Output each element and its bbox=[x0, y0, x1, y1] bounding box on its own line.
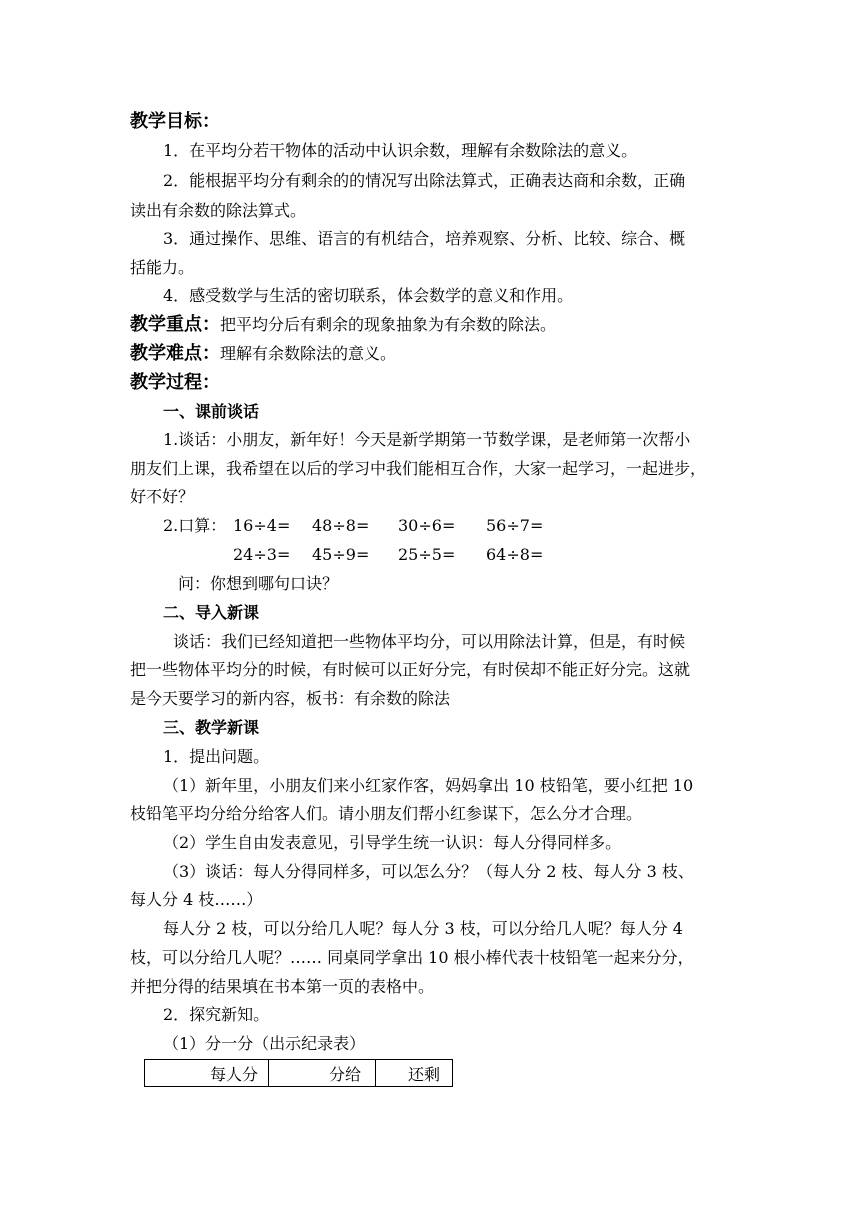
objective-4: 4．感受数学与生活的密切联系，体会数学的意义和作用。 bbox=[163, 286, 574, 305]
para-2: （2）学生自由发表意见，引导学生统一认识：每人分得同样多。 bbox=[163, 833, 622, 852]
para-4-line-3: 并把分得的结果填在书本第一页的表格中。 bbox=[130, 977, 435, 996]
oral-calc-item: 24÷3= bbox=[233, 545, 291, 564]
talk-line-3: 好不好？ bbox=[130, 487, 195, 506]
difficulty bbox=[130, 343, 396, 365]
oral-calc-item: 48÷8= bbox=[312, 516, 370, 535]
key-point-label: 教学重点： bbox=[130, 314, 220, 335]
step-1: 1．提出问题。 bbox=[163, 747, 270, 766]
para-1-line-2: 枝铅笔平均分给分给客人们。请小朋友们帮小红参谋下，怎么分才合理。 bbox=[130, 804, 643, 823]
section-3-title: 三、教学新课 bbox=[163, 718, 260, 737]
oral-calc-item: 16÷4= bbox=[233, 516, 291, 535]
difficulty-text: 理解有余数除法的意义。 bbox=[220, 344, 397, 363]
talk-line-1: 1.谈话：小朋友，新年好！今天是新学期第一节数学课，是老师第一次帮小 bbox=[163, 430, 691, 449]
oral-calc-item: 45÷9= bbox=[312, 545, 370, 564]
question: 问：你想到哪句口诀？ bbox=[178, 574, 339, 593]
step-2: 2．探究新知。 bbox=[163, 1005, 270, 1024]
section-2-title: 二、导入新课 bbox=[163, 603, 260, 622]
table-header-cell: 每人分 bbox=[145, 1060, 269, 1087]
intro-line-3: 是今天要学习的新内容，板书：有余数的除法 bbox=[130, 689, 451, 708]
difficulty-label: 教学难点： bbox=[130, 343, 220, 364]
oral-calc-item: 25÷5= bbox=[398, 545, 456, 564]
oral-calc-item: 30÷6= bbox=[398, 516, 456, 535]
table-header-cell: 分给 bbox=[269, 1060, 376, 1087]
sub-step-1: （1）分一分（出示纪录表） bbox=[163, 1034, 366, 1053]
objective-2: 2．能根据平均分有剩余的的情况写出除法算式，正确表达商和余数，正确 bbox=[163, 171, 686, 190]
record-table bbox=[144, 1059, 453, 1087]
objectives-heading: 教学目标： bbox=[130, 111, 220, 132]
para-3-line-2: 每人分 4 枝……） bbox=[130, 890, 263, 909]
oral-calc-label: 2.口算： bbox=[163, 516, 227, 535]
objective-2-cont: 读出有余数的除法算式。 bbox=[130, 201, 307, 220]
key-point-text: 把平均分后有剩余的现象抽象为有余数的除法。 bbox=[220, 315, 557, 334]
oral-calc-row-2 bbox=[0, 545, 860, 565]
talk-line-2: 朋友们上课，我希望在以后的学习中我们能相互合作，大家一起学习，一起进步， bbox=[130, 459, 707, 478]
table-row bbox=[145, 1060, 453, 1087]
para-1-line-1: （1）新年里，小朋友们来小红家作客，妈妈拿出 10 枝铅笔，要小红把 10 bbox=[163, 776, 694, 795]
key-point bbox=[130, 314, 556, 336]
table-header-cell: 还剩 bbox=[376, 1060, 453, 1087]
oral-calc-item: 64÷8= bbox=[486, 545, 544, 564]
process-heading: 教学过程： bbox=[130, 372, 220, 393]
intro-line-2: 把一些物体平均分的时候，有时候可以正好分完，有时侯却不能正好分完。这就 bbox=[130, 660, 691, 679]
para-4-line-2: 枝，可以分给几人呢？…… 同桌同学拿出 10 根小棒代表十枝铅笔一起来分分， bbox=[130, 948, 694, 967]
oral-calc-item: 56÷7= bbox=[486, 516, 544, 535]
objective-3-cont: 括能力。 bbox=[130, 258, 195, 277]
para-4-line-1: 每人分 2 枝，可以分给几人呢？每人分 3 枝，可以分给几人呢？每人分 4 bbox=[163, 919, 683, 938]
section-1-title: 一、课前谈话 bbox=[163, 402, 260, 421]
oral-calc-row-1 bbox=[0, 516, 860, 536]
para-3-line-1: （3）谈话：每人分得同样多，可以怎么分？（每人分 2 枝、每人分 3 枝、 bbox=[163, 862, 694, 881]
intro-line-1: 谈话：我们已经知道把一些物体平均分，可以用除法计算，但是，有时候 bbox=[173, 632, 686, 651]
objective-1: 1．在平均分若干物体的活动中认识余数，理解有余数除法的意义。 bbox=[163, 141, 638, 160]
objective-3: 3．通过操作、思维、语言的有机结合，培养观察、分析、比较、综合、概 bbox=[163, 229, 686, 248]
